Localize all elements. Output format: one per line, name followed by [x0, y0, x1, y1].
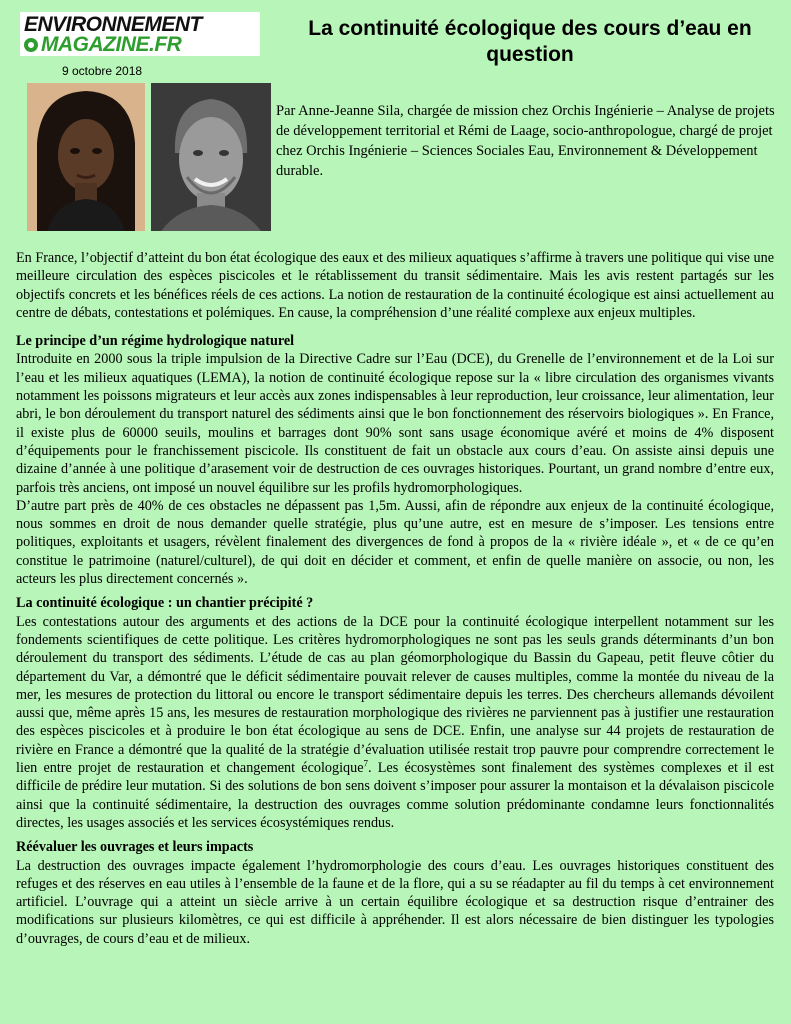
article-title: La continuité écologique des cours d’eau en question [308, 17, 752, 66]
author-photo-1 [27, 83, 145, 231]
site-logo[interactable] [20, 12, 260, 56]
article-byline: Par Anne-Jeanne Sila, chargée de mission chez Orchis Ingénierie – Analyse de projets de développement territorial et Rémi de Laage, socio-anthropologue, chargé de projet chez Orchis Ingénierie – Sciences Sociales Eau, Environnement & Développement durable. [276, 103, 775, 179]
section-paragraph [16, 613, 774, 833]
logo-circle-icon [24, 38, 38, 52]
section-heading: Réévaluer les ouvrages et leurs impacts [16, 839, 254, 856]
article-date: 9 octobre 2018 [62, 64, 143, 78]
section-heading: La continuité écologique : un chantier précipité ? [16, 595, 314, 612]
section-paragraph-text: Les contestations autour des arguments et des actions de la DCE pour la continuité écologique interpellent notamment sur les fondements scientifiques de cette politique. Les critères hydromorphologiques ne sont pas les seuls grands déterminants d’un bon déroulement du transport des sédiments. L’étude de cas au plan géomorphologique du Bassin du Gapeau, petit fleuve côtier du département du Var, a démontré que le déficit sédimentaire pouvait relever de causes multiples, comme la montée du niveau de la mer, les mesures de protection du littoral ou encore le transport sédimentaire depuis les terres. Des chercheurs allemands dévoilent aussi que, même après 15 ans, les mesures de restauration morphologique des rivières ne parviennent pas à justifier une restauration des espèces piscicoles et à produire le bon état écologique au sens de DCE. Enfin, une analyse sur 44 projets de restauration de rivière en France a démontré que la qualité de la stratégie d’évaluation utilisée restait trop pauvre pour comprendre correctement le lien entre projet de restauration et changement écologique [16, 613, 774, 777]
author-photo-2 [151, 83, 271, 231]
section-heading: Le principe d’un régime hydrologique naturel [16, 333, 295, 350]
section-paragraph: Introduite en 2000 sous la triple impulsion de la Directive Cadre sur l’Eau (DCE), du Grenelle de l’environnement et de la Loi sur l’eau et les milieux aquatiques (LEMA), la notion de continuité écologique repose sur la « libre circulation des organismes vivants notamment les poissons migrateurs et leur accès aux zones indispensables à leur reproduction, leur croissance, leur alimentation, leur abri, le bon déroulement du transport naturel des sédiments ainsi que le bon fonctionnement des réservoirs biologiques ». En France, il existe plus de 60000 seuils, moulins et barrages dont 90% sont sans usage économique avéré et moins de 4% disposent d’équipements pour le franchissement piscicole. Ils constituent de fait un obstacle aux cours d’eau. On assiste ainsi depuis une dizaine d’année à une politique d’arasement voir de destruction de ces ouvrages historiques. Pourtant, un grand nombre d’entre eux, parfois très anciens, ont imposé un nouvel équilibre sur les profils hydromorphologiques. [16, 351, 774, 496]
footnote-ref[interactable]: 7 [363, 758, 369, 769]
section-paragraph: La destruction des ouvrages impacte également l’hydromorphologie des cours d’eau. Les ouvrages historiques constituent des refuges et des réserves en eau utiles à l’ensemble de la faune et de la flore, qui a su se réadapter au fil du temps à cet environnement artificiel. L’ouvrage qui a atteint un siècle arrive à un certain équilibre écologique et sa destruction risque d’entrainer des modifications sur plusieurs kilomètres, ce qui est difficile à appréhender. Il est alors nécessaire de bien distinguer les typologies d’ouvrages, de cours d’eau et de milieux. [16, 857, 774, 947]
portrait-woman-image [27, 83, 145, 231]
portrait-man-image [151, 83, 271, 231]
logo-line2 [24, 34, 181, 55]
logo-line1: ENVIRONNEMENT [24, 13, 202, 36]
section-paragraph-text-end: . Les écosystèmes sont finalement des systèmes complexes et il est difficile de prédire leur mutation. Si des solutions de bon sens doivent s’imposer pour assurer la montaison et la dévalaison piscicole ainsi que la continuité sédimentaire, la destruction des ouvrages comme solution prédominante condamne leurs fonctionnalités directes, les usages associés et les services écosystémiques rendus. [16, 760, 774, 831]
section-paragraph: D’autre part près de 40% de ces obstacles ne dépassent pas 1,5m. Aussi, afin de répondre aux enjeux de la continuité écologique, nous sommes en droit de nous demander quelle stratégie, plus qu’une autre, est en mesure de s’imposer. Les tensions entre politiques, exploitants et usagers, révèlent finalement des divergences de fond à propos de la « rivière idéale », et « de ce qu’en constitue le patrimoine (naturel/culturel), de qui doit en décider et comment, et enfin de quelle manière on associe, ou non, les acteurs les plus directement concernés ». [16, 497, 774, 588]
article-body [16, 249, 774, 948]
logo-line2-text: MAGAZINE.FR [41, 33, 182, 56]
intro-paragraph: En France, l’objectif d’atteint du bon état écologique des eaux et des milieux aquatiques s’affirme à travers une politique qui vise une meilleure circulation des espèces piscicoles et le rétablissement du transit sédimentaire. Mais les avis restent partagés sur les objectifs concrets et les bénéfices réels de ces actions. La notion de restauration de la continuité écologique est ainsi actuellement au centre de débats, contestations et polémiques. En cause, la compréhension d’une réalité complexe aux enjeux multiples. [16, 250, 774, 321]
